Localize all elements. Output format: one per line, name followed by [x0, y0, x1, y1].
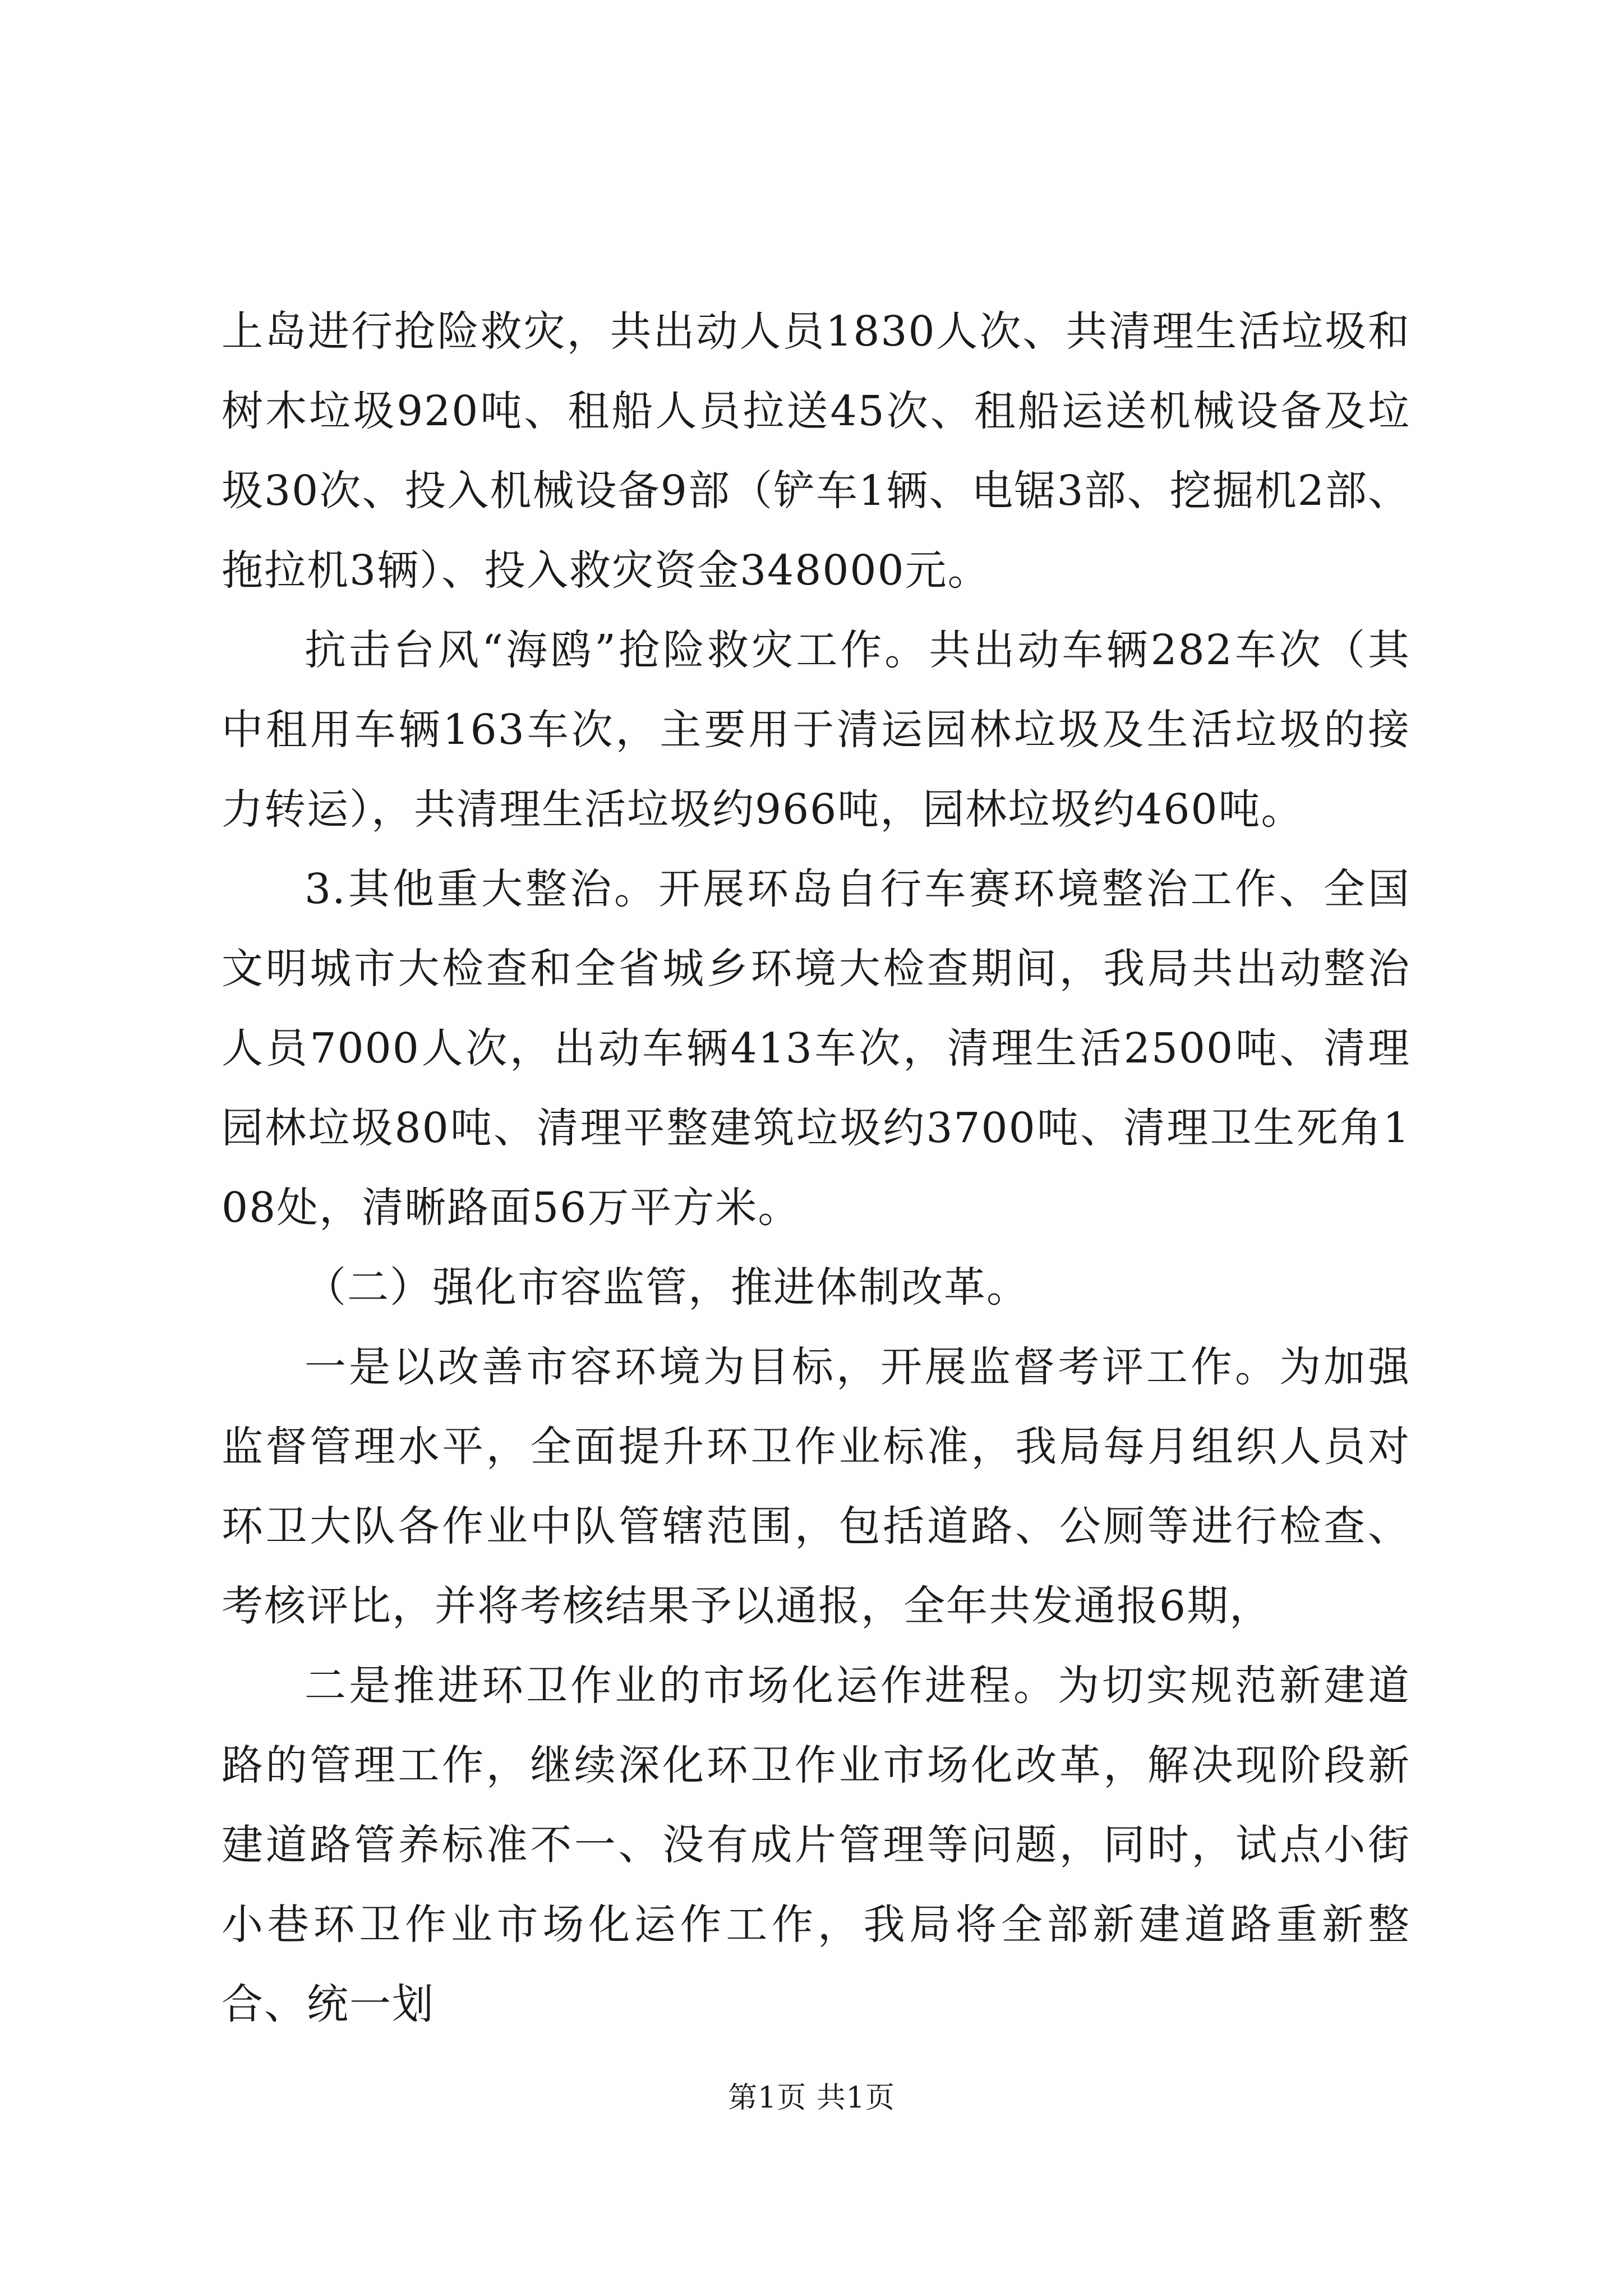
paragraph-marketization-reform: 二是推进环卫作业的市场化运作进程。为切实规范新建道路的管理工作，继续深化环卫作业市场化改革，解决现阶段新建道路管养标准不一、没有成片管理等问题，同时，试点小街小巷环卫作业市场化运作工作，我局将全部新建道路重新整合、统一划	[222, 1662, 1410, 2028]
paragraph-supervision-evaluation: 一是以改善市容环境为目标，开展监督考评工作。为加强监督管理水平，全面提升环卫作业标准，我局每月组织人员对环卫大队各作业中队管辖范围，包括道路、公厕等进行检查、考核评比，并将考核结果予以通报，全年共发通报6期，	[222, 1343, 1410, 1630]
section-heading-city-appearance: （二）强化市容监管，推进体制改革。	[305, 1263, 1029, 1312]
document-body	[222, 292, 1410, 2044]
paragraph-other-major-rectification: 3.其他重大整治。开展环岛自行车赛环境整治工作、全国文明城市大检查和全省城乡环境大检查期间，我局共出动整治人员7000人次，出动车辆413车次，清理生活2500吨、清理园林垃圾80吨、清理平整建筑垃圾约3700吨、清理卫生死角108处，清晰路面56万平方米。	[222, 865, 1410, 1232]
paragraph-typhoon-haiou: 抗击台风“海鸥”抢险救灾工作。共出动车辆282车次（其中租用车辆163车次，主要用于清运园林垃圾及生活垃圾的接力转运），共清理生活垃圾约966吨，园林垃圾约460吨。	[222, 626, 1410, 834]
paragraph-rescue-island: 上岛进行抢险救灾，共出动人员1830人次、共清理生活垃圾和树木垃圾920吨、租船人员拉送45次、租船运送机械设备及垃圾30次、投入机械设备9部（铲车1辆、电锯3部、挖掘机2部、拖拉机3辆）、投入救灾资金348000元。	[222, 307, 1410, 595]
page-footer: 第1页 共1页	[728, 2081, 895, 2115]
